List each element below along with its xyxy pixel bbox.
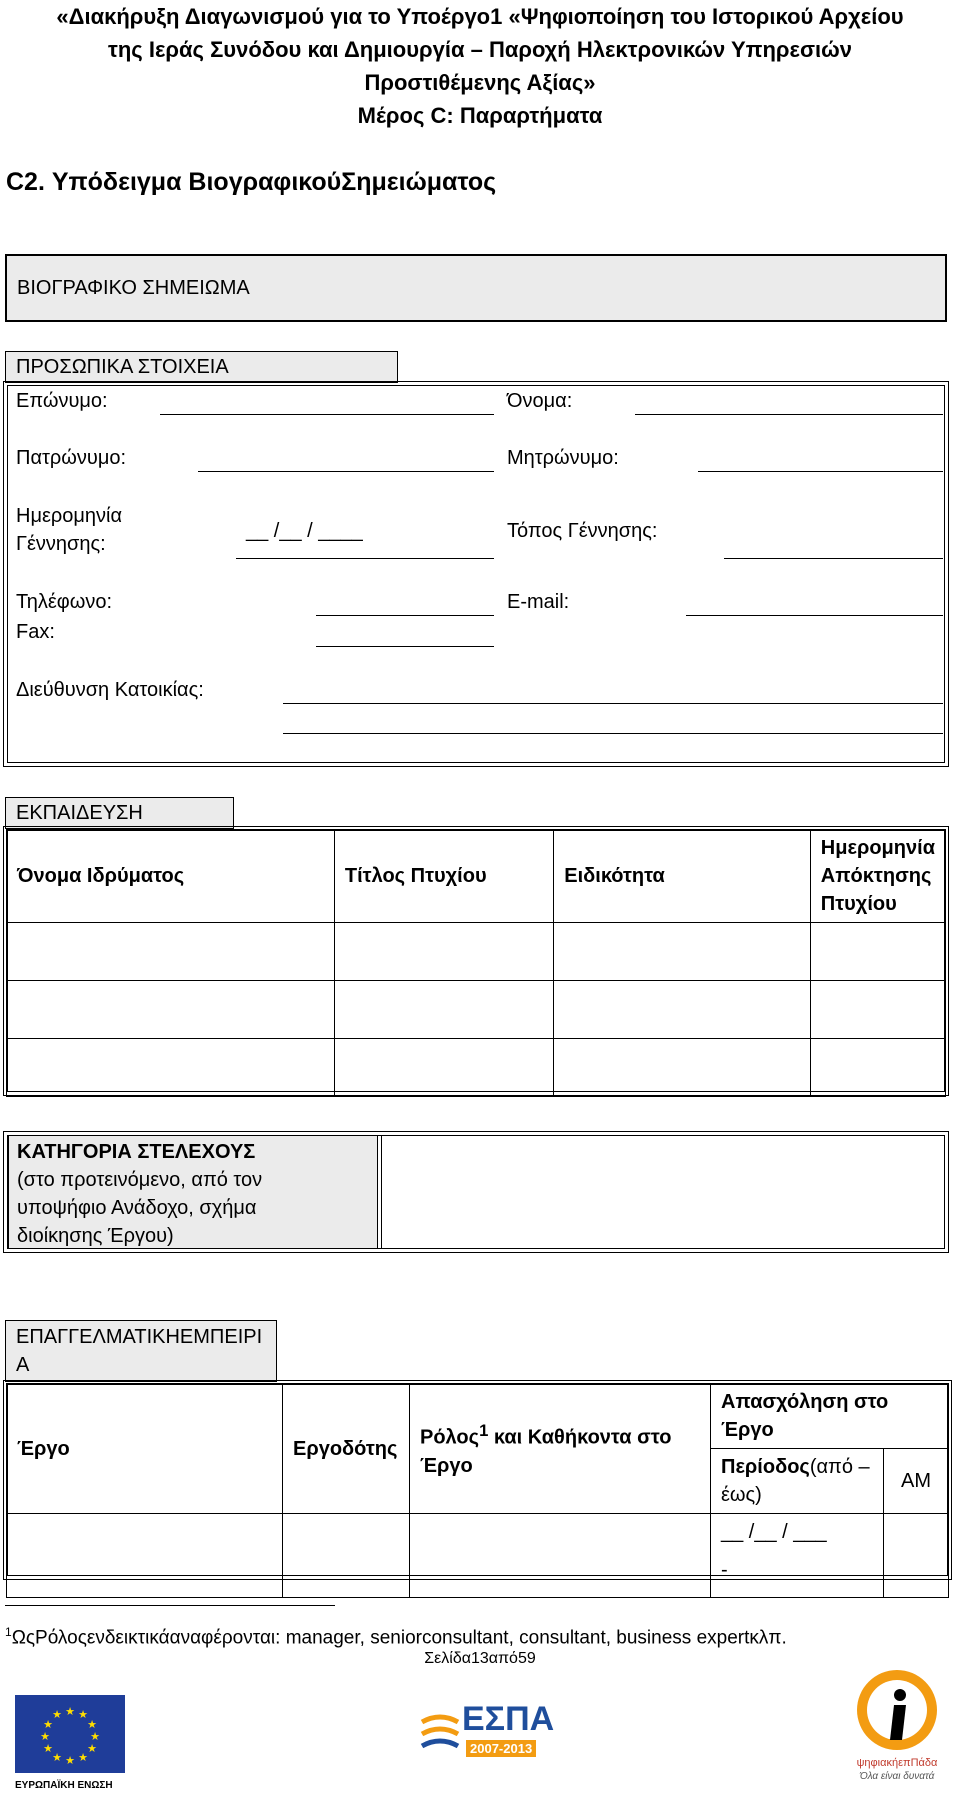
eu-flag-icon bbox=[15, 1695, 125, 1773]
birth-date-label-1: Ημερομηνία bbox=[16, 505, 123, 527]
category-desc: (στο προτεινόμενο, από τον υποψήφιο Ανάδοχο, σχήμα διοίκησης Έργου) bbox=[17, 1169, 263, 1247]
col-institution: Όνομα Ιδρύματος bbox=[7, 830, 335, 923]
surname-label: Επώνυμο: bbox=[16, 390, 108, 412]
table-cell[interactable] bbox=[554, 923, 811, 981]
birth-date-placeholder: __ /__ / ____ bbox=[246, 520, 363, 542]
svg-text:★: ★ bbox=[43, 1718, 53, 1731]
period-dash: - bbox=[721, 1559, 728, 1581]
eu-logo-text: ΕΥΡΩΠΑΪΚΗ ΕΝΩΣΗ bbox=[15, 1780, 113, 1791]
svg-text:★: ★ bbox=[52, 1708, 62, 1721]
name-field[interactable] bbox=[635, 414, 943, 415]
phone-field[interactable] bbox=[316, 615, 494, 616]
col-role bbox=[410, 1384, 711, 1514]
address-label: Διεύθυνση Κατοικίας: bbox=[16, 679, 204, 701]
category-title: ΚΑΤΗΓΟΡΙΑ ΣΤΕΛΕΧΟΥΣ bbox=[17, 1141, 256, 1163]
page-number: Σελίδα13από59 bbox=[424, 1650, 536, 1667]
col-am: ΑΜ bbox=[884, 1449, 949, 1514]
education-tab-label: ΕΚΠΑΙΔΕΥΣΗ bbox=[16, 802, 143, 824]
espa-logo-text: ΕΣΠΑ bbox=[462, 1700, 555, 1738]
personal-info-box bbox=[3, 381, 949, 767]
education-tab bbox=[5, 797, 234, 829]
mothers-name-label: Μητρώνυμο: bbox=[507, 447, 619, 469]
footnote-text: ΩςΡόλοςενδεικτικάαναφέρονται: manager, seniorconsultant, consultant, business expertκλπ. bbox=[11, 1627, 787, 1649]
col-employment: Απασχόληση στο Έργο bbox=[711, 1384, 949, 1449]
svg-text:★: ★ bbox=[65, 1754, 75, 1767]
footnote-mark: 1 bbox=[5, 1625, 12, 1639]
footnote-ref: 1 bbox=[479, 1421, 489, 1441]
table-row bbox=[7, 923, 946, 981]
surname-field[interactable] bbox=[160, 414, 494, 415]
table-cell[interactable] bbox=[554, 981, 811, 1039]
address-field-2[interactable] bbox=[283, 733, 943, 734]
table-cell[interactable] bbox=[334, 981, 553, 1039]
col-date: Ημερομηνία Απόκτησης Πτυχίου bbox=[810, 830, 945, 923]
eu-logo bbox=[15, 1695, 125, 1790]
table-row bbox=[7, 1514, 949, 1598]
table-cell[interactable] bbox=[7, 981, 335, 1039]
email-label: E-mail: bbox=[507, 591, 570, 613]
period-cell[interactable] bbox=[711, 1514, 884, 1598]
table-row bbox=[7, 1039, 946, 1097]
col-role-b: και Καθήκοντα στο Έργο bbox=[420, 1426, 672, 1477]
svg-text:★: ★ bbox=[87, 1718, 97, 1731]
address-field-1[interactable] bbox=[283, 703, 943, 704]
table-cell[interactable] bbox=[810, 1039, 945, 1097]
svg-text:★: ★ bbox=[65, 1705, 75, 1718]
espa-years: 2007-2013 bbox=[466, 1740, 536, 1757]
experience-tab-label: ΕΠΑΓΓΕΛΜΑΤΙΚΗΕΜΠΕΙΡΙΑ bbox=[16, 1326, 263, 1376]
digital-logo-sub: Όλα είναι δυνατά bbox=[859, 1771, 935, 1782]
birth-place-label: Τόπος Γέννησης: bbox=[507, 520, 658, 542]
education-header-row bbox=[7, 830, 946, 923]
experience-table bbox=[6, 1383, 949, 1598]
personal-tab-label: ΠΡΟΣΩΠΙΚΑ ΣΤΟΙΧΕΙΑ bbox=[16, 356, 229, 378]
email-field[interactable] bbox=[686, 615, 943, 616]
mothers-name-field[interactable] bbox=[698, 471, 943, 472]
header-line-2: της Ιεράς Συνόδου και Δημιουργία – Παροχή Ηλεκτρονικών Υπηρεσιών bbox=[108, 37, 852, 62]
table-cell[interactable] bbox=[7, 923, 335, 981]
header-line-1: «Διακήρυξη Διαγωνισμού για το Υποέργο1 «Ψηφιοποίηση του Ιστορικού Αρχείου bbox=[56, 4, 904, 29]
table-cell[interactable] bbox=[283, 1514, 410, 1598]
footnote-separator bbox=[5, 1605, 335, 1606]
svg-text:★: ★ bbox=[78, 1708, 88, 1721]
table-row bbox=[7, 981, 946, 1039]
fax-label: Fax: bbox=[16, 621, 55, 643]
section-title: C2. Υπόδειγμα ΒιογραφικούΣημειώματος bbox=[6, 168, 497, 196]
period-date: __ /__ / ___ bbox=[721, 1521, 827, 1543]
digital-logo bbox=[838, 1665, 956, 1793]
table-cell[interactable] bbox=[884, 1514, 949, 1598]
category-label-box bbox=[8, 1135, 378, 1249]
cv-title: ΒΙΟΓΡΑΦΙΚΟ ΣΗΜΕΙΩΜΑ bbox=[17, 277, 250, 299]
svg-text:★: ★ bbox=[78, 1751, 88, 1764]
phone-label: Τηλέφωνο: bbox=[16, 591, 113, 613]
col-project: Έργο bbox=[7, 1384, 283, 1514]
table-cell[interactable] bbox=[7, 1514, 283, 1598]
table-cell[interactable] bbox=[334, 923, 553, 981]
table-cell[interactable] bbox=[7, 1039, 335, 1097]
table-cell[interactable] bbox=[810, 923, 945, 981]
espa-stripes-icon bbox=[420, 1710, 460, 1760]
col-period bbox=[711, 1449, 884, 1514]
name-label: Όνομα: bbox=[507, 390, 573, 412]
fathers-name-label: Πατρώνυμο: bbox=[16, 447, 127, 469]
svg-text:★: ★ bbox=[43, 1742, 53, 1755]
document-header bbox=[0, 0, 960, 132]
table-cell[interactable] bbox=[810, 981, 945, 1039]
birth-date-field[interactable] bbox=[236, 558, 494, 559]
col-employer: Εργοδότης bbox=[283, 1384, 410, 1514]
cv-title-box bbox=[5, 254, 947, 322]
digital-logo-text: ψηφιακήεπΠάδα bbox=[856, 1757, 938, 1769]
birth-place-field[interactable] bbox=[724, 558, 943, 559]
education-table bbox=[6, 829, 946, 1097]
svg-text:★: ★ bbox=[40, 1730, 50, 1743]
experience-tab bbox=[5, 1320, 277, 1382]
experience-header-row-1 bbox=[7, 1384, 949, 1449]
col-degree: Τίτλος Πτυχίου bbox=[334, 830, 553, 923]
col-role-a: Ρόλος bbox=[420, 1426, 480, 1449]
table-cell[interactable] bbox=[554, 1039, 811, 1097]
table-cell[interactable] bbox=[334, 1039, 553, 1097]
fax-field[interactable] bbox=[316, 646, 494, 647]
col-period-rest: (από – έως) bbox=[721, 1456, 870, 1506]
espa-logo bbox=[420, 1700, 555, 1780]
svg-text:★: ★ bbox=[87, 1742, 97, 1755]
table-cell[interactable] bbox=[410, 1514, 711, 1598]
digital-logo-icon bbox=[852, 1665, 942, 1755]
svg-text:★: ★ bbox=[52, 1751, 62, 1764]
svg-text:★: ★ bbox=[90, 1730, 100, 1743]
category-value-field[interactable] bbox=[381, 1135, 945, 1249]
personal-tab bbox=[5, 351, 398, 383]
fathers-name-field[interactable] bbox=[198, 471, 494, 472]
header-line-4: Μέρος C: Παραρτήματα bbox=[357, 103, 603, 128]
header-line-3: Προστιθέμενης Αξίας» bbox=[364, 70, 596, 95]
col-specialty: Ειδικότητα bbox=[554, 830, 811, 923]
birth-date-label-2: Γέννησης: bbox=[16, 533, 106, 555]
col-period-bold: Περίοδος bbox=[721, 1456, 810, 1478]
